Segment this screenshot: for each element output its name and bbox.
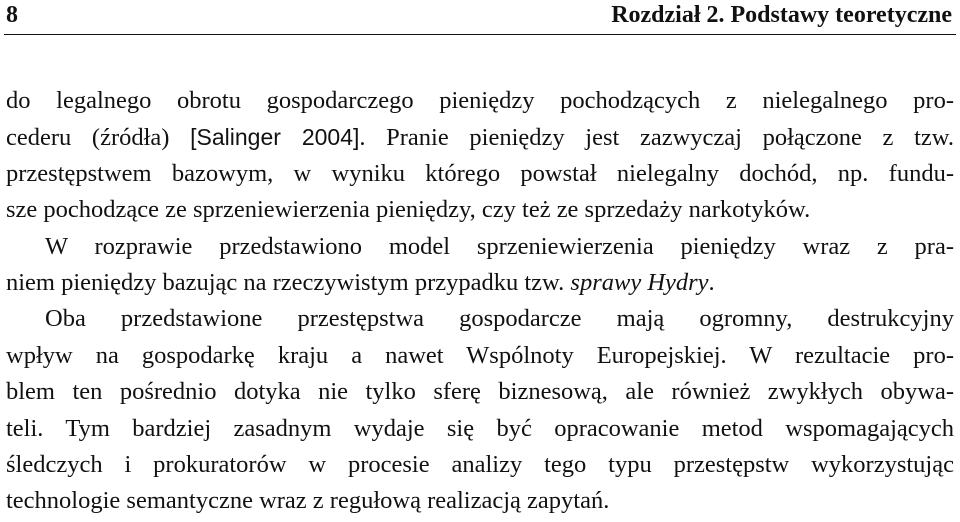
text-run: . [708, 268, 715, 296]
text-run: cederu (źródła) [6, 124, 191, 152]
text-run: niem pieniędzy bazując na rzeczywistym przypadku tzw. [6, 268, 571, 296]
text-line: teli. Tym bardziej zasadnym wydaje się być opracowanie metod wspomagających [6, 414, 954, 442]
header-rule [4, 34, 956, 35]
text-line [6, 265, 954, 301]
text-line: do legalnego obrotu gospodarczego pieniędzy pochodzących z nielegalnego pro- [6, 87, 954, 114]
text-line [6, 119, 954, 155]
text-line: przestępstwem bazowym, w wyniku którego powstał nielegalny dochód, np. fundu- [6, 159, 954, 187]
body-text [6, 83, 954, 520]
text-line: śledczych i prokuratorów w procesie analizy tego typu przestępstw wykorzystując [6, 450, 954, 478]
text-line: blem ten pośrednio dotyka nie tylko sferę biznesową, ale również zwykłych obywa- [6, 378, 954, 406]
text-line: technologie semantyczne wraz z regułową realizacją zapytań. [6, 487, 610, 515]
chapter-title: Rozdział 2. Podstawy teoretyczne [611, 2, 952, 28]
text-line: wpływ na gospodarkę kraju a nawet Wspólnoty Europejskiej. W rezultacie pro- [6, 341, 954, 369]
page-number: 8 [6, 2, 18, 28]
text-run: . Pranie pieniędzy jest zazwyczaj połączone z tzw. [359, 124, 954, 152]
text-line: Oba przedstawione przestępstwa gospodarcze mają ogromny, destrukcyjny [45, 305, 954, 333]
text-line: W rozprawie przedstawiono model sprzeniewierzenia pieniędzy wraz z pra- [45, 232, 954, 260]
citation-link[interactable]: [Salinger 2004] [190, 124, 360, 151]
italic-term: sprawy Hydry [570, 268, 709, 296]
text-line: sze pochodzące ze sprzeniewierzenia pieniędzy, czy też ze sprzedaży narkotyków. [6, 196, 811, 224]
page-header [6, 0, 952, 30]
